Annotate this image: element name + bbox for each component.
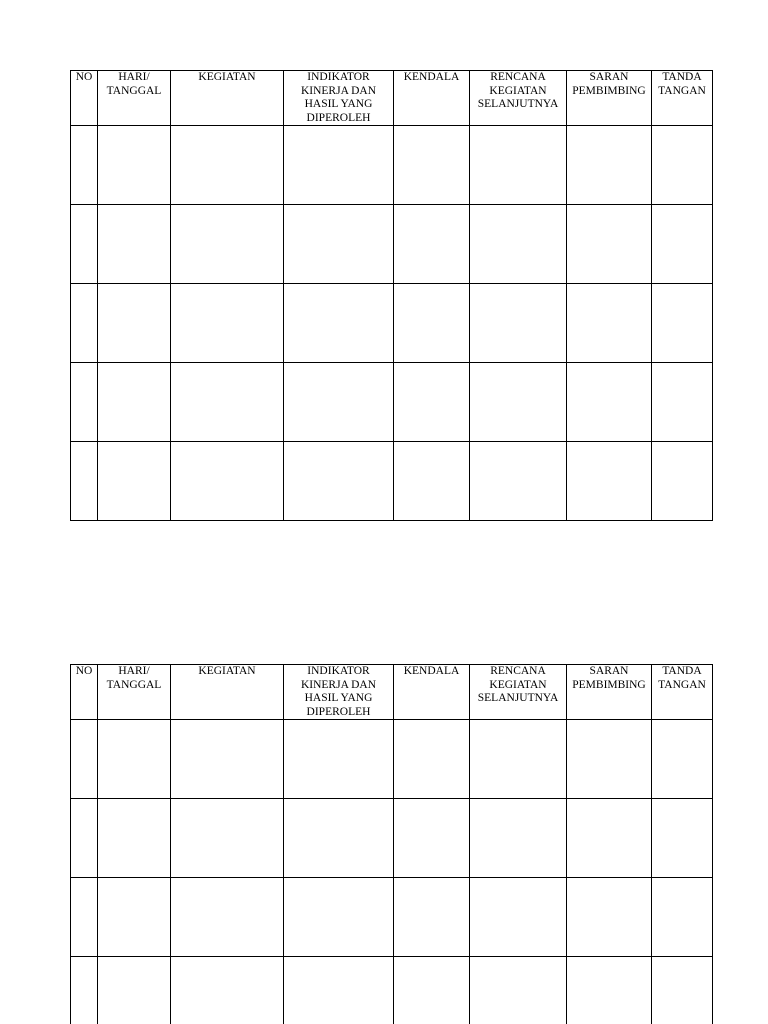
table-cell	[171, 363, 284, 442]
table-cell	[567, 720, 652, 799]
table-cell	[470, 799, 567, 878]
table-cell	[171, 126, 284, 205]
table-cell	[284, 205, 394, 284]
table-cell	[171, 720, 284, 799]
table-cell	[652, 284, 713, 363]
table-cell	[567, 284, 652, 363]
table-row	[71, 957, 713, 1024]
header-kegiatan: KEGIATAN	[171, 71, 284, 126]
table-cell	[171, 205, 284, 284]
table-cell	[171, 284, 284, 363]
table-cell	[71, 878, 98, 957]
table-cell	[652, 957, 713, 1024]
table-cell	[652, 442, 713, 521]
header-no: NO	[71, 665, 98, 720]
table-cell	[71, 205, 98, 284]
table-cell	[567, 878, 652, 957]
table-cell	[71, 442, 98, 521]
table-cell	[652, 799, 713, 878]
table-cell	[394, 442, 470, 521]
table-cell	[652, 878, 713, 957]
table-cell	[394, 205, 470, 284]
table-cell	[171, 957, 284, 1024]
table-cell	[470, 284, 567, 363]
table-cell	[394, 878, 470, 957]
table-cell	[71, 363, 98, 442]
table-row	[71, 442, 713, 521]
table-cell	[394, 284, 470, 363]
table-header-row	[71, 71, 713, 126]
table-cell	[567, 442, 652, 521]
table-cell	[470, 442, 567, 521]
table-cell	[567, 205, 652, 284]
table-cell	[470, 363, 567, 442]
table-cell	[98, 720, 171, 799]
table-cell	[470, 878, 567, 957]
table-cell	[567, 363, 652, 442]
header-kendala: KENDALA	[394, 665, 470, 720]
table-row	[71, 363, 713, 442]
table-cell	[394, 126, 470, 205]
table-cell	[567, 799, 652, 878]
header-rencana: RENCANA KEGIATAN SELANJUTNYA	[470, 71, 567, 126]
activity-log-table	[70, 664, 713, 1024]
header-kegiatan: KEGIATAN	[171, 665, 284, 720]
table-row	[71, 799, 713, 878]
header-tanda-tangan: TANDA TANGAN	[652, 665, 713, 720]
table-cell	[98, 205, 171, 284]
table-cell	[284, 126, 394, 205]
table-cell	[284, 957, 394, 1024]
table-cell	[470, 720, 567, 799]
table-cell	[470, 126, 567, 205]
table-cell	[71, 720, 98, 799]
table-cell	[284, 799, 394, 878]
table-cell	[71, 957, 98, 1024]
table-cell	[394, 957, 470, 1024]
header-tanda-tangan: TANDA TANGAN	[652, 71, 713, 126]
table-cell	[98, 799, 171, 878]
table-header-row	[71, 665, 713, 720]
table-cell	[98, 284, 171, 363]
table-cell	[284, 442, 394, 521]
table-row	[71, 205, 713, 284]
table-cell	[71, 126, 98, 205]
table-cell	[284, 878, 394, 957]
table-cell	[567, 957, 652, 1024]
table-cell	[652, 363, 713, 442]
table-cell	[71, 284, 98, 363]
table-cell	[98, 363, 171, 442]
table-cell	[394, 363, 470, 442]
table-cell	[98, 442, 171, 521]
header-saran: SARAN PEMBIMBING	[567, 665, 652, 720]
table-cell	[171, 799, 284, 878]
table-cell	[284, 720, 394, 799]
table-row	[71, 720, 713, 799]
table-row	[71, 126, 713, 205]
table-cell	[652, 720, 713, 799]
header-rencana: RENCANA KEGIATAN SELANJUTNYA	[470, 665, 567, 720]
table-row	[71, 284, 713, 363]
header-indikator: INDIKATOR KINERJA DAN HASIL YANG DIPEROLEH	[284, 71, 394, 126]
header-indikator: INDIKATOR KINERJA DAN HASIL YANG DIPEROLEH	[284, 665, 394, 720]
table-cell	[284, 363, 394, 442]
header-saran: SARAN PEMBIMBING	[567, 71, 652, 126]
header-kendala: KENDALA	[394, 71, 470, 126]
header-no: NO	[71, 71, 98, 126]
activity-log-table	[70, 70, 713, 521]
table-cell	[71, 799, 98, 878]
table-cell	[470, 205, 567, 284]
header-hari-tanggal: HARI/ TANGGAL	[98, 665, 171, 720]
header-hari-tanggal: HARI/ TANGGAL	[98, 71, 171, 126]
table-cell	[171, 442, 284, 521]
table-cell	[567, 126, 652, 205]
table-cell	[652, 126, 713, 205]
table-cell	[284, 284, 394, 363]
table-cell	[394, 720, 470, 799]
table-cell	[652, 205, 713, 284]
table-cell	[98, 957, 171, 1024]
table-row	[71, 878, 713, 957]
table-cell	[394, 799, 470, 878]
table-cell	[470, 957, 567, 1024]
table-cell	[171, 878, 284, 957]
table-cell	[98, 878, 171, 957]
table-cell	[98, 126, 171, 205]
